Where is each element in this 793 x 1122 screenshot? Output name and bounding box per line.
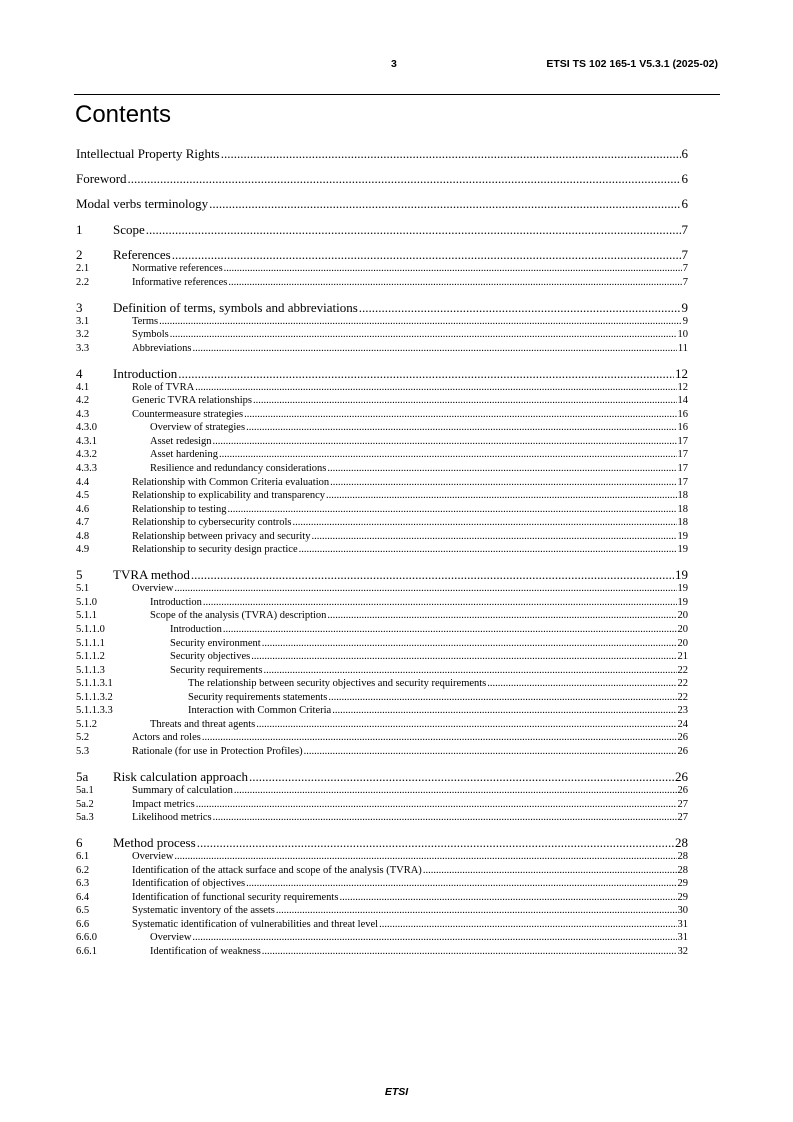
toc-entry-page: 27: [677, 812, 688, 824]
toc-entry-page: 26: [675, 768, 688, 784]
toc-entry[interactable]: [76, 435, 688, 449]
toc-entry[interactable]: [76, 366, 688, 381]
toc-entry-number: 5.1.1.0: [76, 623, 105, 635]
toc-entry-number: 6: [76, 835, 83, 851]
toc-dot-leader: [326, 489, 676, 503]
toc-entry[interactable]: [76, 650, 688, 664]
toc-entry-number: 4.6: [76, 503, 90, 515]
toc-entry-title: Relationship to explicability and transparency: [132, 490, 326, 502]
toc-entry-page: 7: [681, 247, 688, 262]
toc-entry-title: Relationship to testing: [132, 503, 227, 515]
toc-entry-number: 4.9: [76, 544, 90, 556]
toc-entry[interactable]: [76, 222, 688, 237]
toc-entry-number: 2: [76, 247, 83, 262]
toc-dot-leader: [196, 798, 677, 812]
toc-entry-title: Security requirements: [170, 664, 263, 676]
toc-dot-leader: [339, 891, 676, 905]
toc-entry-page: 19: [675, 567, 688, 583]
toc-dot-leader: [203, 596, 677, 610]
toc-entry-page: 31: [677, 932, 688, 944]
toc-entry-title: Modal verbs terminology: [76, 196, 209, 211]
toc-entry-number: 6.3: [76, 878, 90, 890]
toc-entry-number: 3: [76, 299, 83, 315]
toc-entry-title: Introduction: [170, 623, 222, 635]
toc-entry-page: 26: [677, 784, 688, 796]
toc-entry[interactable]: [76, 543, 688, 557]
toc-dot-leader: [202, 731, 677, 745]
toc-entry-title: TVRA method: [113, 567, 190, 583]
toc-entry[interactable]: [76, 315, 688, 329]
toc-dot-leader: [128, 171, 681, 186]
header-rule: [74, 94, 720, 95]
toc-entry-page: 9: [681, 299, 688, 315]
toc-entry-title: Informative references: [132, 276, 228, 288]
toc-dot-leader: [311, 530, 676, 544]
toc-entry-page: 31: [677, 918, 688, 930]
toc-entry-page: 32: [677, 945, 688, 957]
toc-entry-page: 26: [677, 745, 688, 757]
toc-entry-title: Asset redesign: [150, 435, 212, 447]
toc-entry[interactable]: [76, 718, 688, 732]
toc-entry-title: Introduction: [113, 365, 178, 381]
toc-dot-leader: [146, 222, 681, 237]
toc-dot-leader: [174, 582, 676, 596]
toc-entry-number: 5.1.1.3.1: [76, 678, 113, 690]
toc-entry[interactable]: [76, 567, 688, 582]
toc-entry[interactable]: [76, 850, 688, 864]
toc-entry-number: 4: [76, 365, 83, 381]
toc-entry-number: 6.1: [76, 851, 90, 863]
toc-entry[interactable]: [76, 448, 688, 462]
toc-entry-title: Overview of strategies: [150, 422, 246, 434]
toc-entry-page: 14: [677, 395, 688, 407]
toc-entry[interactable]: [76, 691, 688, 705]
table-of-contents: [76, 146, 688, 958]
toc-entry-page: 12: [675, 365, 688, 381]
toc-entry[interactable]: [76, 276, 688, 290]
toc-entry-title: Asset hardening: [150, 449, 218, 461]
footer-etsi: ETSI: [384, 1086, 409, 1098]
toc-entry[interactable]: [76, 877, 688, 891]
toc-entry[interactable]: [76, 171, 688, 186]
toc-entry-number: 6.6.1: [76, 945, 97, 957]
toc-entry-title: Overview: [132, 851, 174, 863]
toc-dot-leader: [234, 784, 677, 798]
toc-entry[interactable]: [76, 530, 688, 544]
toc-entry[interactable]: [76, 623, 688, 637]
toc-entry[interactable]: [76, 476, 688, 490]
toc-dot-leader: [330, 476, 676, 490]
toc-entry[interactable]: [76, 769, 688, 784]
toc-entry-number: 5a.1: [76, 784, 94, 796]
page-number: 3: [391, 58, 397, 70]
toc-entry-page: 22: [677, 664, 688, 676]
toc-entry-number: 5.1.1.1: [76, 637, 105, 649]
toc-entry-title: Terms: [132, 315, 159, 327]
toc-entry-number: 4.1: [76, 381, 90, 393]
toc-dot-leader: [159, 315, 682, 329]
toc-entry-page: 28: [675, 835, 688, 851]
toc-entry-page: 16: [677, 408, 688, 420]
toc-dot-leader: [251, 650, 676, 664]
toc-dot-leader: [262, 637, 677, 651]
toc-entry-number: 4.3.2: [76, 449, 97, 461]
page-title: Contents: [75, 101, 172, 128]
toc-entry-number: 4.7: [76, 517, 90, 529]
toc-entry-page: 19: [677, 583, 688, 595]
toc-entry-number: 5.1: [76, 583, 90, 595]
toc-dot-leader: [219, 448, 677, 462]
toc-entry-page: 22: [677, 678, 688, 690]
toc-entry-page: 29: [677, 891, 688, 903]
toc-entry-number: 3.3: [76, 342, 90, 354]
toc-entry-page: 20: [677, 610, 688, 622]
toc-entry-title: Systematic inventory of the assets: [132, 905, 275, 917]
toc-entry-number: 4.5: [76, 490, 90, 502]
toc-entry[interactable]: [76, 664, 688, 678]
toc-entry[interactable]: [76, 904, 688, 918]
toc-dot-leader: [249, 769, 674, 784]
toc-entry[interactable]: [76, 489, 688, 503]
toc-entry[interactable]: [76, 596, 688, 610]
toc-entry[interactable]: [76, 731, 688, 745]
toc-dot-leader: [209, 196, 680, 211]
toc-entry-page: 11: [677, 342, 688, 354]
toc-entry-number: 5.2: [76, 732, 90, 744]
toc-entry[interactable]: [76, 704, 688, 718]
toc-entry[interactable]: [76, 196, 688, 211]
toc-dot-leader: [223, 623, 677, 637]
toc-entry[interactable]: [76, 835, 688, 850]
toc-entry-number: 5.1.1.3: [76, 664, 105, 676]
toc-entry[interactable]: [76, 381, 688, 395]
toc-entry-title: Relationship between privacy and security: [132, 530, 311, 542]
toc-entry-number: 5.1.1.2: [76, 651, 105, 663]
toc-dot-leader: [191, 567, 674, 582]
toc-entry[interactable]: [76, 394, 688, 408]
toc-entry-title: Impact metrics: [132, 798, 195, 810]
toc-entry[interactable]: [76, 784, 688, 798]
toc-entry-title: Systematic identification of vulnerabilities and threat level: [132, 918, 379, 930]
toc-entry-page: 7: [682, 263, 688, 274]
toc-entry-number: 4.3.1: [76, 435, 97, 447]
toc-entry-page: 19: [677, 544, 688, 556]
toc-entry-title: Introduction: [150, 596, 202, 608]
toc-entry-title: Rationale (for use in Protection Profiles): [132, 745, 303, 757]
toc-dot-leader: [327, 609, 676, 623]
toc-dot-leader: [262, 945, 677, 959]
toc-entry-page: 19: [677, 596, 688, 608]
toc-entry-number: 5.1.2: [76, 718, 97, 730]
toc-entry-title: Summary of calculation: [132, 784, 233, 796]
toc-dot-leader: [276, 904, 677, 918]
toc-entry-title: Identification of the attack surface and scope of the analysis (TVRA): [132, 864, 422, 876]
toc-dot-leader: [263, 664, 676, 678]
toc-entry-title: Identification of weakness: [150, 945, 261, 957]
toc-entry-page: 20: [677, 637, 688, 649]
toc-entry-title: Symbols: [132, 329, 169, 341]
toc-entry-title: Security requirements statements: [188, 691, 328, 703]
toc-entry-title: References: [113, 247, 171, 262]
toc-entry[interactable]: [76, 931, 688, 945]
toc-entry-page: 24: [677, 718, 688, 730]
toc-dot-leader: [293, 516, 677, 530]
toc-dot-leader: [172, 247, 681, 262]
toc-entry-number: 5a: [76, 768, 89, 784]
toc-entry[interactable]: [76, 582, 688, 596]
toc-dot-leader: [195, 381, 676, 395]
toc-entry-title: Abbreviations: [132, 342, 192, 354]
toc-entry-page: 17: [677, 449, 688, 461]
document-id: ETSI TS 102 165-1 V5.3.1 (2025-02): [546, 58, 718, 70]
toc-entry-number: 5a.2: [76, 798, 94, 810]
toc-entry-title: Generic TVRA relationships: [132, 395, 252, 407]
toc-dot-leader: [487, 677, 676, 691]
toc-dot-leader: [327, 462, 676, 476]
toc-entry-page: 7: [681, 221, 688, 237]
toc-dot-leader: [170, 328, 677, 342]
toc-dot-leader: [192, 931, 676, 945]
toc-entry-page: 18: [677, 490, 688, 502]
toc-dot-leader: [244, 408, 676, 422]
toc-entry[interactable]: [76, 462, 688, 476]
toc-entry-page: 7: [682, 276, 688, 288]
toc-entry-page: 6: [681, 196, 688, 211]
toc-entry[interactable]: [76, 262, 688, 276]
toc-entry[interactable]: [76, 677, 688, 691]
toc-entry[interactable]: [76, 408, 688, 422]
toc-dot-leader: [332, 704, 676, 718]
toc-entry-number: 4.4: [76, 476, 90, 488]
toc-entry-page: 28: [677, 851, 688, 863]
toc-entry-number: 6.5: [76, 905, 90, 917]
toc-entry-title: Overview: [132, 583, 174, 595]
toc-entry-page: 9: [682, 315, 688, 327]
toc-entry[interactable]: [76, 421, 688, 435]
toc-entry-title: Relationship with Common Criteria evaluation: [132, 476, 330, 488]
toc-entry-title: Role of TVRA: [132, 381, 195, 393]
toc-dot-leader: [328, 691, 676, 705]
toc-entry-page: 10: [677, 329, 688, 341]
toc-entry-page: 20: [677, 623, 688, 635]
toc-entry-page: 17: [677, 435, 688, 447]
toc-entry-number: 5a.3: [76, 812, 94, 824]
toc-dot-leader: [359, 300, 681, 315]
toc-entry-page: 16: [677, 422, 688, 434]
toc-entry[interactable]: [76, 811, 688, 825]
toc-entry-number: 4.2: [76, 395, 90, 407]
toc-entry-number: 4.3.0: [76, 422, 97, 434]
toc-entry-title: Scope of the analysis (TVRA) description: [150, 610, 327, 622]
toc-entry[interactable]: [76, 745, 688, 759]
toc-entry-number: 4.8: [76, 530, 90, 542]
toc-entry[interactable]: [76, 945, 688, 959]
toc-entry-page: 27: [677, 798, 688, 810]
toc-entry-title: Threats and threat agents: [150, 718, 256, 730]
toc-entry-number: 5: [76, 567, 83, 583]
toc-entry-number: 6.6.0: [76, 932, 97, 944]
toc-entry[interactable]: [76, 342, 688, 356]
toc-entry-page: 30: [677, 905, 688, 917]
toc-entry[interactable]: [76, 516, 688, 530]
toc-entry-title: Resilience and redundancy considerations: [150, 463, 327, 475]
toc-entry-number: 3.1: [76, 315, 90, 327]
toc-entry-page: 28: [677, 864, 688, 876]
toc-dot-leader: [228, 276, 681, 290]
toc-entry-page: 6: [681, 171, 688, 186]
toc-dot-leader: [178, 366, 674, 381]
toc-dot-leader: [246, 877, 676, 891]
toc-entry-title: Security environment: [170, 637, 261, 649]
toc-dot-leader: [197, 835, 674, 850]
toc-entry-page: 19: [677, 530, 688, 542]
toc-entry-number: 6.4: [76, 891, 90, 903]
toc-entry-title: Scope: [113, 221, 145, 237]
toc-entry-number: 6.6: [76, 918, 90, 930]
toc-dot-leader: [304, 745, 677, 759]
toc-entry-number: 5.1.1: [76, 610, 97, 622]
toc-entry-number: 4.3.3: [76, 463, 97, 475]
toc-entry-number: 1: [76, 221, 83, 237]
toc-entry-title: Normative references: [132, 263, 223, 274]
toc-entry-page: 12: [677, 381, 688, 393]
toc-entry-page: 17: [677, 476, 688, 488]
toc-entry-number: 3.2: [76, 329, 90, 341]
toc-entry-page: 6: [681, 146, 688, 161]
toc-entry[interactable]: [76, 864, 688, 878]
toc-entry-title: Overview: [150, 932, 192, 944]
toc-entry-number: 4.3: [76, 408, 90, 420]
toc-entry[interactable]: [76, 503, 688, 517]
toc-entry[interactable]: [76, 609, 688, 623]
toc-entry[interactable]: [76, 637, 688, 651]
toc-entry-page: 23: [677, 705, 688, 717]
toc-entry[interactable]: [76, 300, 688, 315]
toc-entry[interactable]: [76, 798, 688, 812]
toc-dot-leader: [256, 718, 676, 732]
toc-entry-page: 17: [677, 463, 688, 475]
toc-entry[interactable]: [76, 891, 688, 905]
toc-entry-title: Definition of terms, symbols and abbreviations: [113, 299, 358, 315]
toc-dot-leader: [224, 262, 682, 276]
toc-entry-page: 29: [677, 878, 688, 890]
toc-entry-number: 5.3: [76, 745, 90, 757]
toc-entry[interactable]: [76, 328, 688, 342]
toc-entry-number: 6.2: [76, 864, 90, 876]
toc-entry-title: Relationship to security design practice: [132, 544, 298, 556]
toc-entry-title: Intellectual Property Rights: [76, 146, 220, 161]
toc-dot-leader: [193, 342, 677, 356]
toc-entry-title: Method process: [113, 835, 196, 851]
toc-entry-number: 2.2: [76, 276, 90, 288]
toc-entry-number: 2.1: [76, 263, 90, 274]
toc-entry-title: Identification of functional security requirements: [132, 891, 339, 903]
toc-entry-title: Identification of objectives: [132, 878, 246, 890]
toc-dot-leader: [174, 850, 676, 864]
toc-dot-leader: [246, 421, 676, 435]
toc-dot-leader: [221, 146, 681, 161]
toc-dot-leader: [253, 394, 677, 408]
toc-entry-number: 5.1.1.3.3: [76, 705, 113, 717]
toc-entry-title: Security objectives: [170, 651, 251, 663]
toc-entry-title: Foreword: [76, 171, 127, 186]
toc-entry-page: 18: [677, 517, 688, 529]
toc-entry-page: 21: [677, 651, 688, 663]
toc-entry-title: Actors and roles: [132, 732, 201, 744]
toc-entry-page: 18: [677, 503, 688, 515]
toc-entry-title: Interaction with Common Criteria: [188, 705, 332, 717]
toc-dot-leader: [213, 435, 677, 449]
toc-entry-number: 5.1.1.3.2: [76, 691, 113, 703]
toc-entry[interactable]: [76, 146, 688, 161]
toc-dot-leader: [213, 811, 677, 825]
toc-entry-title: Countermeasure strategies: [132, 408, 244, 420]
toc-entry[interactable]: [76, 247, 688, 262]
toc-entry-title: The relationship between security objectives and security requirements: [188, 678, 487, 690]
toc-entry-number: 5.1.0: [76, 596, 97, 608]
toc-entry-title: Risk calculation approach: [113, 768, 249, 784]
toc-dot-leader: [423, 864, 677, 878]
toc-dot-leader: [228, 503, 677, 517]
toc-entry-page: 22: [677, 691, 688, 703]
toc-entry-page: 26: [677, 732, 688, 744]
toc-dot-leader: [299, 543, 677, 557]
toc-entry[interactable]: [76, 918, 688, 932]
toc-entry-title: Relationship to cybersecurity controls: [132, 517, 292, 529]
toc-dot-leader: [379, 918, 676, 932]
toc-entry-title: Likelihood metrics: [132, 812, 212, 824]
